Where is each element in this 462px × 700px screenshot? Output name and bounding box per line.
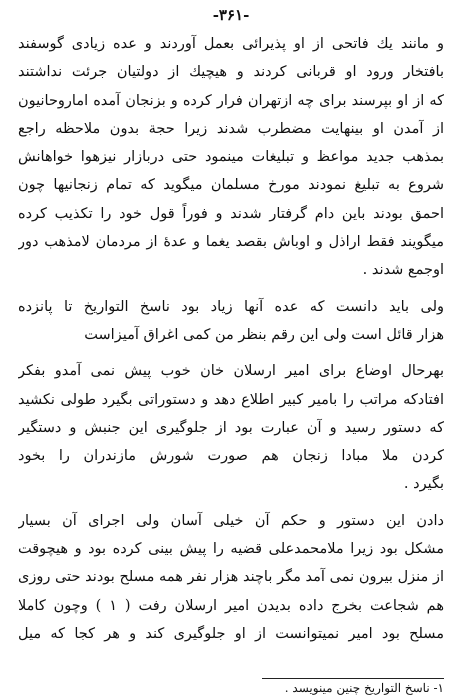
footnote-divider [262,678,444,679]
text-line: کردن ملا مبادا زنجان هم صورت شورش مازندران را بخود [18,448,444,465]
text-line: دادن این دستور و حکم آن خیلی آسان ولی اجرای آن بسیار [18,512,444,529]
text-line: میگویند فقط اراذل و اوباش بقصد یغما و عدهٔ از مردمان لامذهب دور [18,234,444,251]
text-line: بمذهب جدید مواعظ و تبلیغات مینمود حتی دربازار نیزهوا خواهانش [18,149,444,166]
text-line: هزار قائل است ولی این رقم بنظر من کمی اغراق آمیزاست [84,326,444,343]
paragraph [18,30,444,285]
text-line: بگیرد . [403,476,444,493]
paragraph [18,293,444,350]
text-line: و مانند یك فاتحی از او پذیرائی بعمل آوردند و عده زیادی گوسفند [18,36,444,52]
text-line: مشکل بود زیرا ملامحمدعلی قضیه را پیش بینی کرده بود و هیچوقت [18,541,444,558]
text-line: بافتخار ورود او قربانی کردند و هیچیك از دولتیان جرئت نداشتند [18,64,444,81]
paragraph [18,507,444,648]
text-line: بهرحال اوضاع برای امیر ارسلان خان خوب پیش نمی آمدو بفکر [18,363,444,380]
text-line: از منزل بیرون نمی آمد مگر باچند هزار نفر همه مسلح بودند حتی روزی [18,569,444,586]
text-line: شروع به تبلیغ نمودند مورخ مسلمان میگوید که تمام زنجانیها چون [18,177,444,194]
text-line: که دستور رسید و آن عبارت بود از جلوگیری این جنبش و دستگیر [18,419,444,436]
text-line: هم شجاعت بخرج داده بدیدن امیر ارسلان رفت ( ۱ ) وچون کاملا [18,597,444,614]
text-line: اوجمع شدند . [362,262,444,279]
text-line: ولی باید دانست که عده آنها زیاد بود ناسخ التواریخ تا پانزده [18,298,444,315]
text-line: که از او بپرسند برای چه ازتهران فرار کرده و بزنجان آمده اماروحانیون [18,92,444,109]
text-line: احمق بودند باین دام گرفتار شدند و فوراً قول خود را تکذیب کرده [18,205,444,222]
footnote: ۱- ناسخ التواریخ چنین مینویسد . [284,681,444,695]
body-text [18,30,444,648]
text-line: از آمدن او بینهایت مضطرب شدند زیرا حجة بدون ملاحظه راجع [18,120,444,137]
text-line: افتادکه مراتب را بامیر کبیر اطلاع دهد و دستوراتی بگیرد طولی نکشید [18,391,444,408]
paragraph [18,357,444,498]
text-line: مسلح بود امیر نمیتوانست از او جلوگیری کند و هر کجا که میل [18,625,444,642]
page-number: -۳۶۱- [212,6,250,24]
